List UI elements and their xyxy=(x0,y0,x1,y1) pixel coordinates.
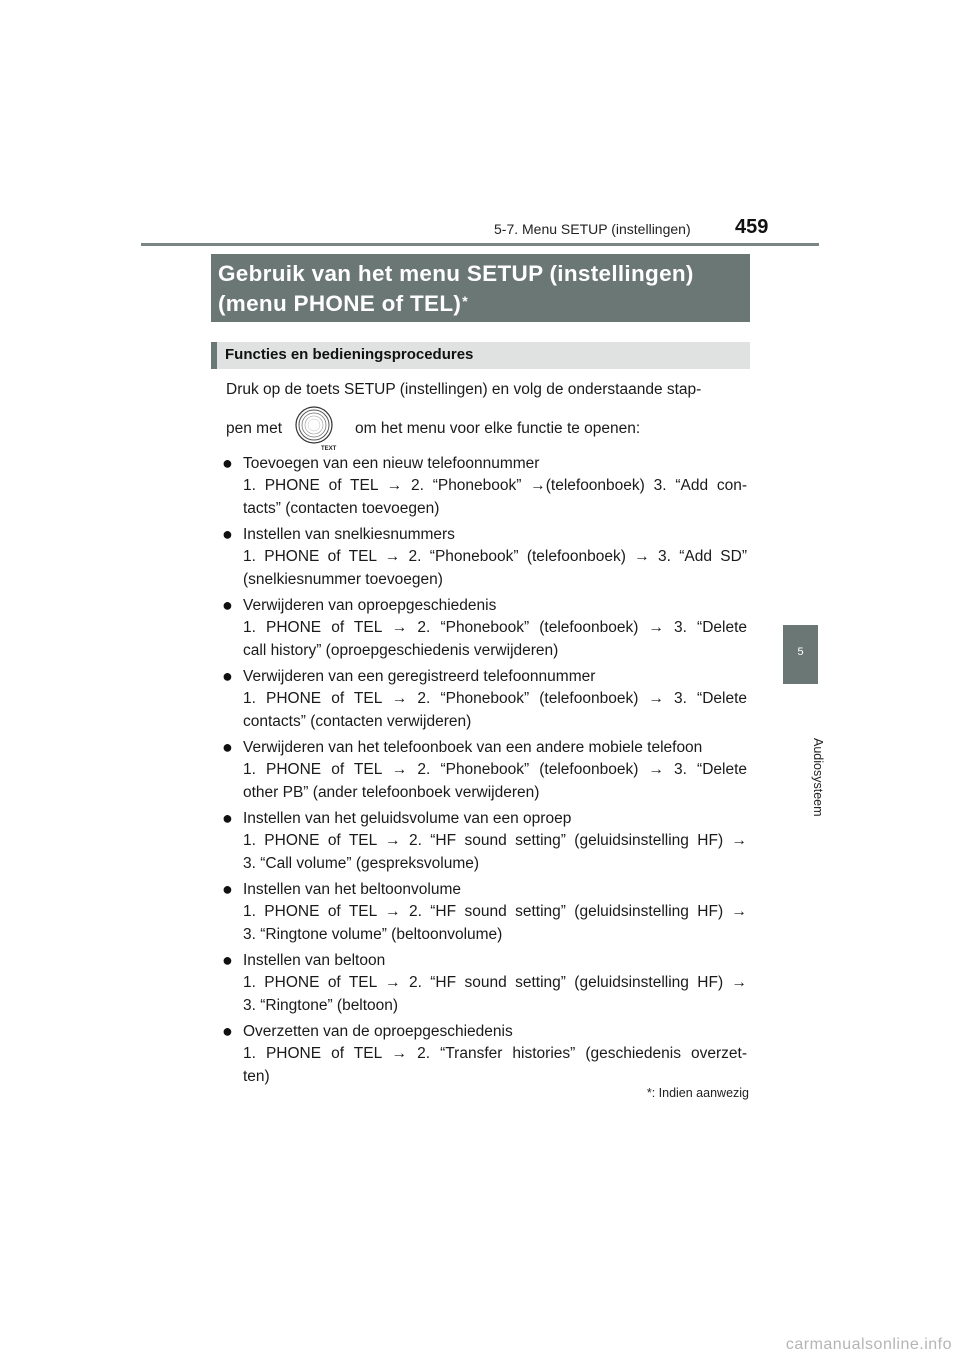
list-item xyxy=(222,1021,747,1088)
list-item-title: Instellen van beltoon xyxy=(243,952,386,969)
tune-dial-icon xyxy=(295,404,337,452)
bullet-icon: ● xyxy=(222,666,233,686)
list-item-title: Verwijderen van oproepgeschiedenis xyxy=(243,597,497,614)
bullet-icon: ● xyxy=(222,879,233,899)
list-item xyxy=(222,666,747,733)
bullet-icon: ● xyxy=(222,453,233,473)
procedure-line: 1. PHONE of TEL → 2. “HF sound setting” (geluidsinstelling HF) → xyxy=(243,832,747,849)
function-list xyxy=(222,453,747,1092)
procedure-line: other PB” (ander telefoonboek verwijderen) xyxy=(243,783,540,801)
subheading: Functies en bedieningsprocedures xyxy=(211,342,750,369)
list-item-procedure xyxy=(243,759,747,804)
procedure-line: contacts” (contacten verwijderen) xyxy=(243,712,472,730)
header-section-title: 5-7. Menu SETUP (instellingen) xyxy=(494,221,691,237)
section-title-line2-wrap xyxy=(218,289,740,319)
bullet-icon: ● xyxy=(222,950,233,970)
list-item xyxy=(222,524,747,591)
list-item-procedure xyxy=(243,617,747,662)
section-title-line1: Gebruik van het menu SETUP (instellingen) xyxy=(218,261,694,286)
procedure-line: 1. PHONE of TEL → 2. “Phonebook” (telefoonboek) → 3. “Delete xyxy=(243,690,747,707)
list-item-procedure xyxy=(243,688,747,733)
section-title-line2: (menu PHONE of TEL) xyxy=(218,291,462,316)
list-item-title: Verwijderen van een geregistreerd telefoonnummer xyxy=(243,668,596,685)
procedure-line: 1. PHONE of TEL → 2. “Transfer histories” (geschiedenis overzet- xyxy=(243,1045,747,1062)
procedure-line: 1. PHONE of TEL → 2. “Phonebook” →(telefoonboek) 3. “Add con- xyxy=(243,477,747,494)
list-item-procedure xyxy=(243,901,747,946)
procedure-line: 1. PHONE of TEL → 2. “HF sound setting” (geluidsinstelling HF) → xyxy=(243,974,747,991)
bullet-icon: ● xyxy=(222,595,233,615)
list-item-title: Toevoegen van een nieuw telefoonnummer xyxy=(243,455,540,472)
list-item xyxy=(222,879,747,946)
watermark: carmanualsonline.info xyxy=(785,1336,952,1353)
list-item-title: Overzetten van de oproepgeschiedenis xyxy=(243,1023,513,1040)
intro-line2-after: om het menu voor elke functie te openen: xyxy=(355,420,641,437)
list-item-title: Instellen van snelkiesnummers xyxy=(243,526,455,543)
procedure-line: tacts” (contacten toevoegen) xyxy=(243,499,440,517)
procedure-line: 3. “Call volume” (gespreksvolume) xyxy=(243,854,480,872)
list-item-title: Verwijderen van het telefoonboek van een andere mobiele telefoon xyxy=(243,739,703,756)
bullet-icon: ● xyxy=(222,524,233,544)
procedure-line: 1. PHONE of TEL → 2. “HF sound setting” (geluidsinstelling HF) → xyxy=(243,903,747,920)
procedure-line: 1. PHONE of TEL → 2. “Phonebook” (telefoonboek) → 3. “Delete xyxy=(243,761,747,778)
list-item-procedure xyxy=(243,1043,747,1088)
intro-line1: Druk op de toets SETUP (instellingen) en volg de onderstaande stap- xyxy=(226,381,702,398)
list-item-title: Instellen van het beltoonvolume xyxy=(243,881,462,898)
procedure-line: ten) xyxy=(243,1067,270,1085)
header-rule xyxy=(141,243,819,246)
procedure-line: call history” (oproepgeschiedenis verwijderen) xyxy=(243,641,559,659)
intro-line2-before: pen met xyxy=(226,420,283,437)
chapter-tab: 5 xyxy=(783,625,818,684)
list-item xyxy=(222,808,747,875)
list-item-procedure xyxy=(243,475,747,520)
procedure-line: 1. PHONE of TEL → 2. “Phonebook” (telefoonboek) → 3. “Add SD” xyxy=(243,548,747,565)
list-item-procedure xyxy=(243,830,747,875)
list-item xyxy=(222,595,747,662)
list-item-title: Instellen van het geluidsvolume van een oproep xyxy=(243,810,572,827)
title-asterisk: * xyxy=(462,293,468,309)
procedure-line: 3. “Ringtone volume” (beltoonvolume) xyxy=(243,925,503,943)
dial-label: TEXT xyxy=(321,446,337,452)
chapter-label: Audiosysteem xyxy=(811,738,825,817)
procedure-line: 3. “Ringtone” (beltoon) xyxy=(243,996,399,1014)
page-number: 459 xyxy=(735,216,769,238)
section-title-box xyxy=(211,254,750,322)
procedure-line: 1. PHONE of TEL → 2. “Phonebook” (telefoonboek) → 3. “Delete xyxy=(243,619,747,636)
footnote: *: Indien aanwezig xyxy=(646,1086,749,1100)
bullet-icon: ● xyxy=(222,1021,233,1041)
bullet-icon: ● xyxy=(222,808,233,828)
list-item-procedure xyxy=(243,546,747,591)
list-item-procedure xyxy=(243,972,747,1017)
procedure-line: (snelkiesnummer toevoegen) xyxy=(243,570,443,588)
list-item xyxy=(222,453,747,520)
list-item xyxy=(222,737,747,804)
list-item xyxy=(222,950,747,1017)
bullet-icon: ● xyxy=(222,737,233,757)
